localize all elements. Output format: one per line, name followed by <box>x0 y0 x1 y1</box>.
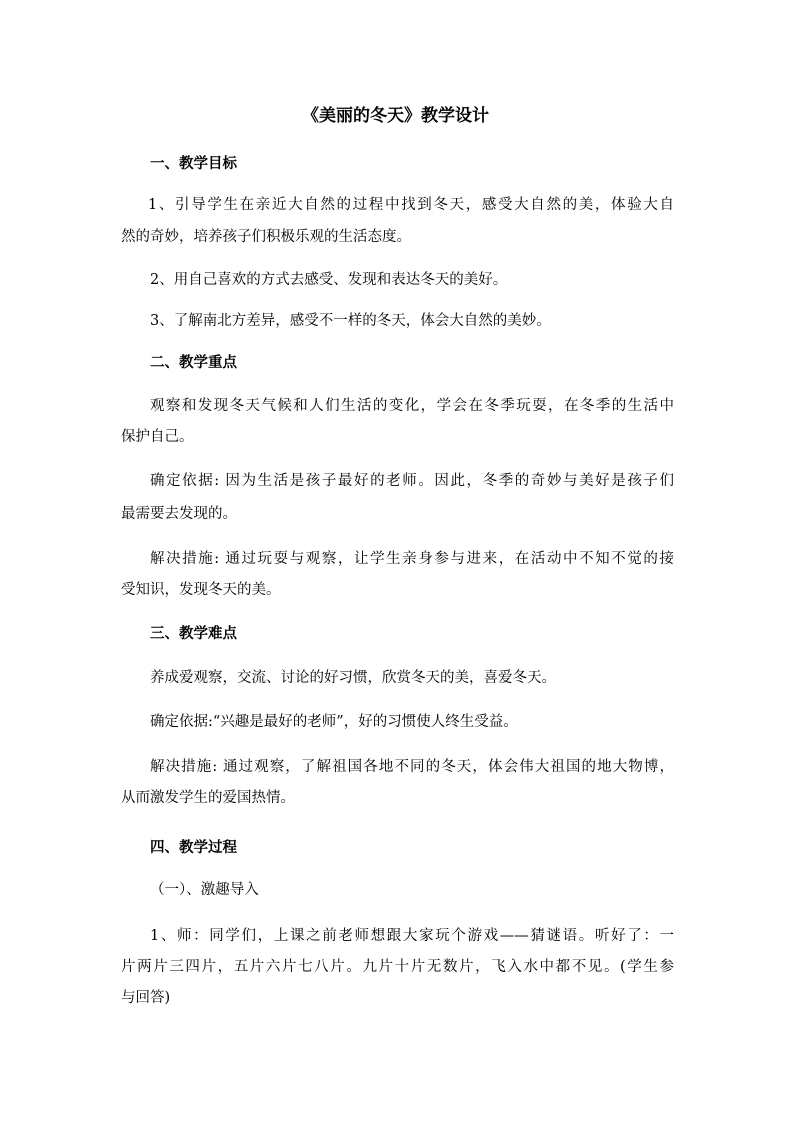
goals-item1-line2: 然的奇妙，培养孩子们积极乐观的生活态度。 <box>121 229 411 245</box>
key-points-basis-line1: 确定依据: 因为生活是孩子最好的老师。因此，冬季的奇妙与美好是孩子们 <box>150 473 674 489</box>
goals-item1-line1: 1、引导学生在亲近大自然的过程中找到冬天，感受大自然的美，体验大自 <box>148 197 674 213</box>
difficulties-body: 养成爱观察，交流、讨论的好习惯，欣赏冬天的美，喜爱冬天。 <box>150 670 556 686</box>
process-subheading-1: （一）、激趣导入 <box>150 882 259 898</box>
key-points-body-line1: 观察和发现冬天气候和人们生活的变化，学会在冬季玩耍，在冬季的生活中 <box>150 398 674 414</box>
key-points-basis-line2: 最需要去发现的。 <box>121 506 237 522</box>
goals-item3: 3、了解南北方差异，感受不一样的冬天，体会大自然的美妙。 <box>150 313 551 329</box>
document-title: 《美丽的冬天》教学设计 <box>302 106 489 126</box>
process-item1-line1: 1、师：同学们，上课之前老师想跟大家玩个游戏——猜谜语。听好了：一 <box>150 928 674 944</box>
section-heading-goals: 一、教学目标 <box>150 155 237 172</box>
process-item1-line3: 与回答) <box>121 990 171 1006</box>
key-points-measures-line1: 解决措施: 通过玩耍与观察，让学生亲身参与进来，在活动中不知不觉的接 <box>150 551 674 567</box>
section-heading-key-points: 二、教学重点 <box>150 354 237 371</box>
key-points-body-line2: 保护自己。 <box>121 429 194 445</box>
section-heading-difficulties: 三、教学难点 <box>150 625 237 642</box>
difficulties-measures-line2: 从而激发学生的爱国热情。 <box>121 790 295 806</box>
section-heading-process: 四、教学过程 <box>150 839 237 856</box>
goals-item2: 2、用自己喜欢的方式去感受、发现和表达冬天的美好。 <box>150 272 508 288</box>
difficulties-measures-line1: 解决措施: 通过观察，了解祖国各地不同的冬天，体会伟大祖国的地大物博， <box>150 759 674 775</box>
difficulties-basis: 确定依据:“兴趣是最好的老师”，好的习惯使人终生受益。 <box>150 714 518 730</box>
key-points-measures-line2: 受知识，发现冬天的美。 <box>121 582 281 598</box>
process-item1-line2: 片两片三四片，五片六片七八片。九片十片无数片，飞入水中都不见。(学生参 <box>121 959 674 975</box>
